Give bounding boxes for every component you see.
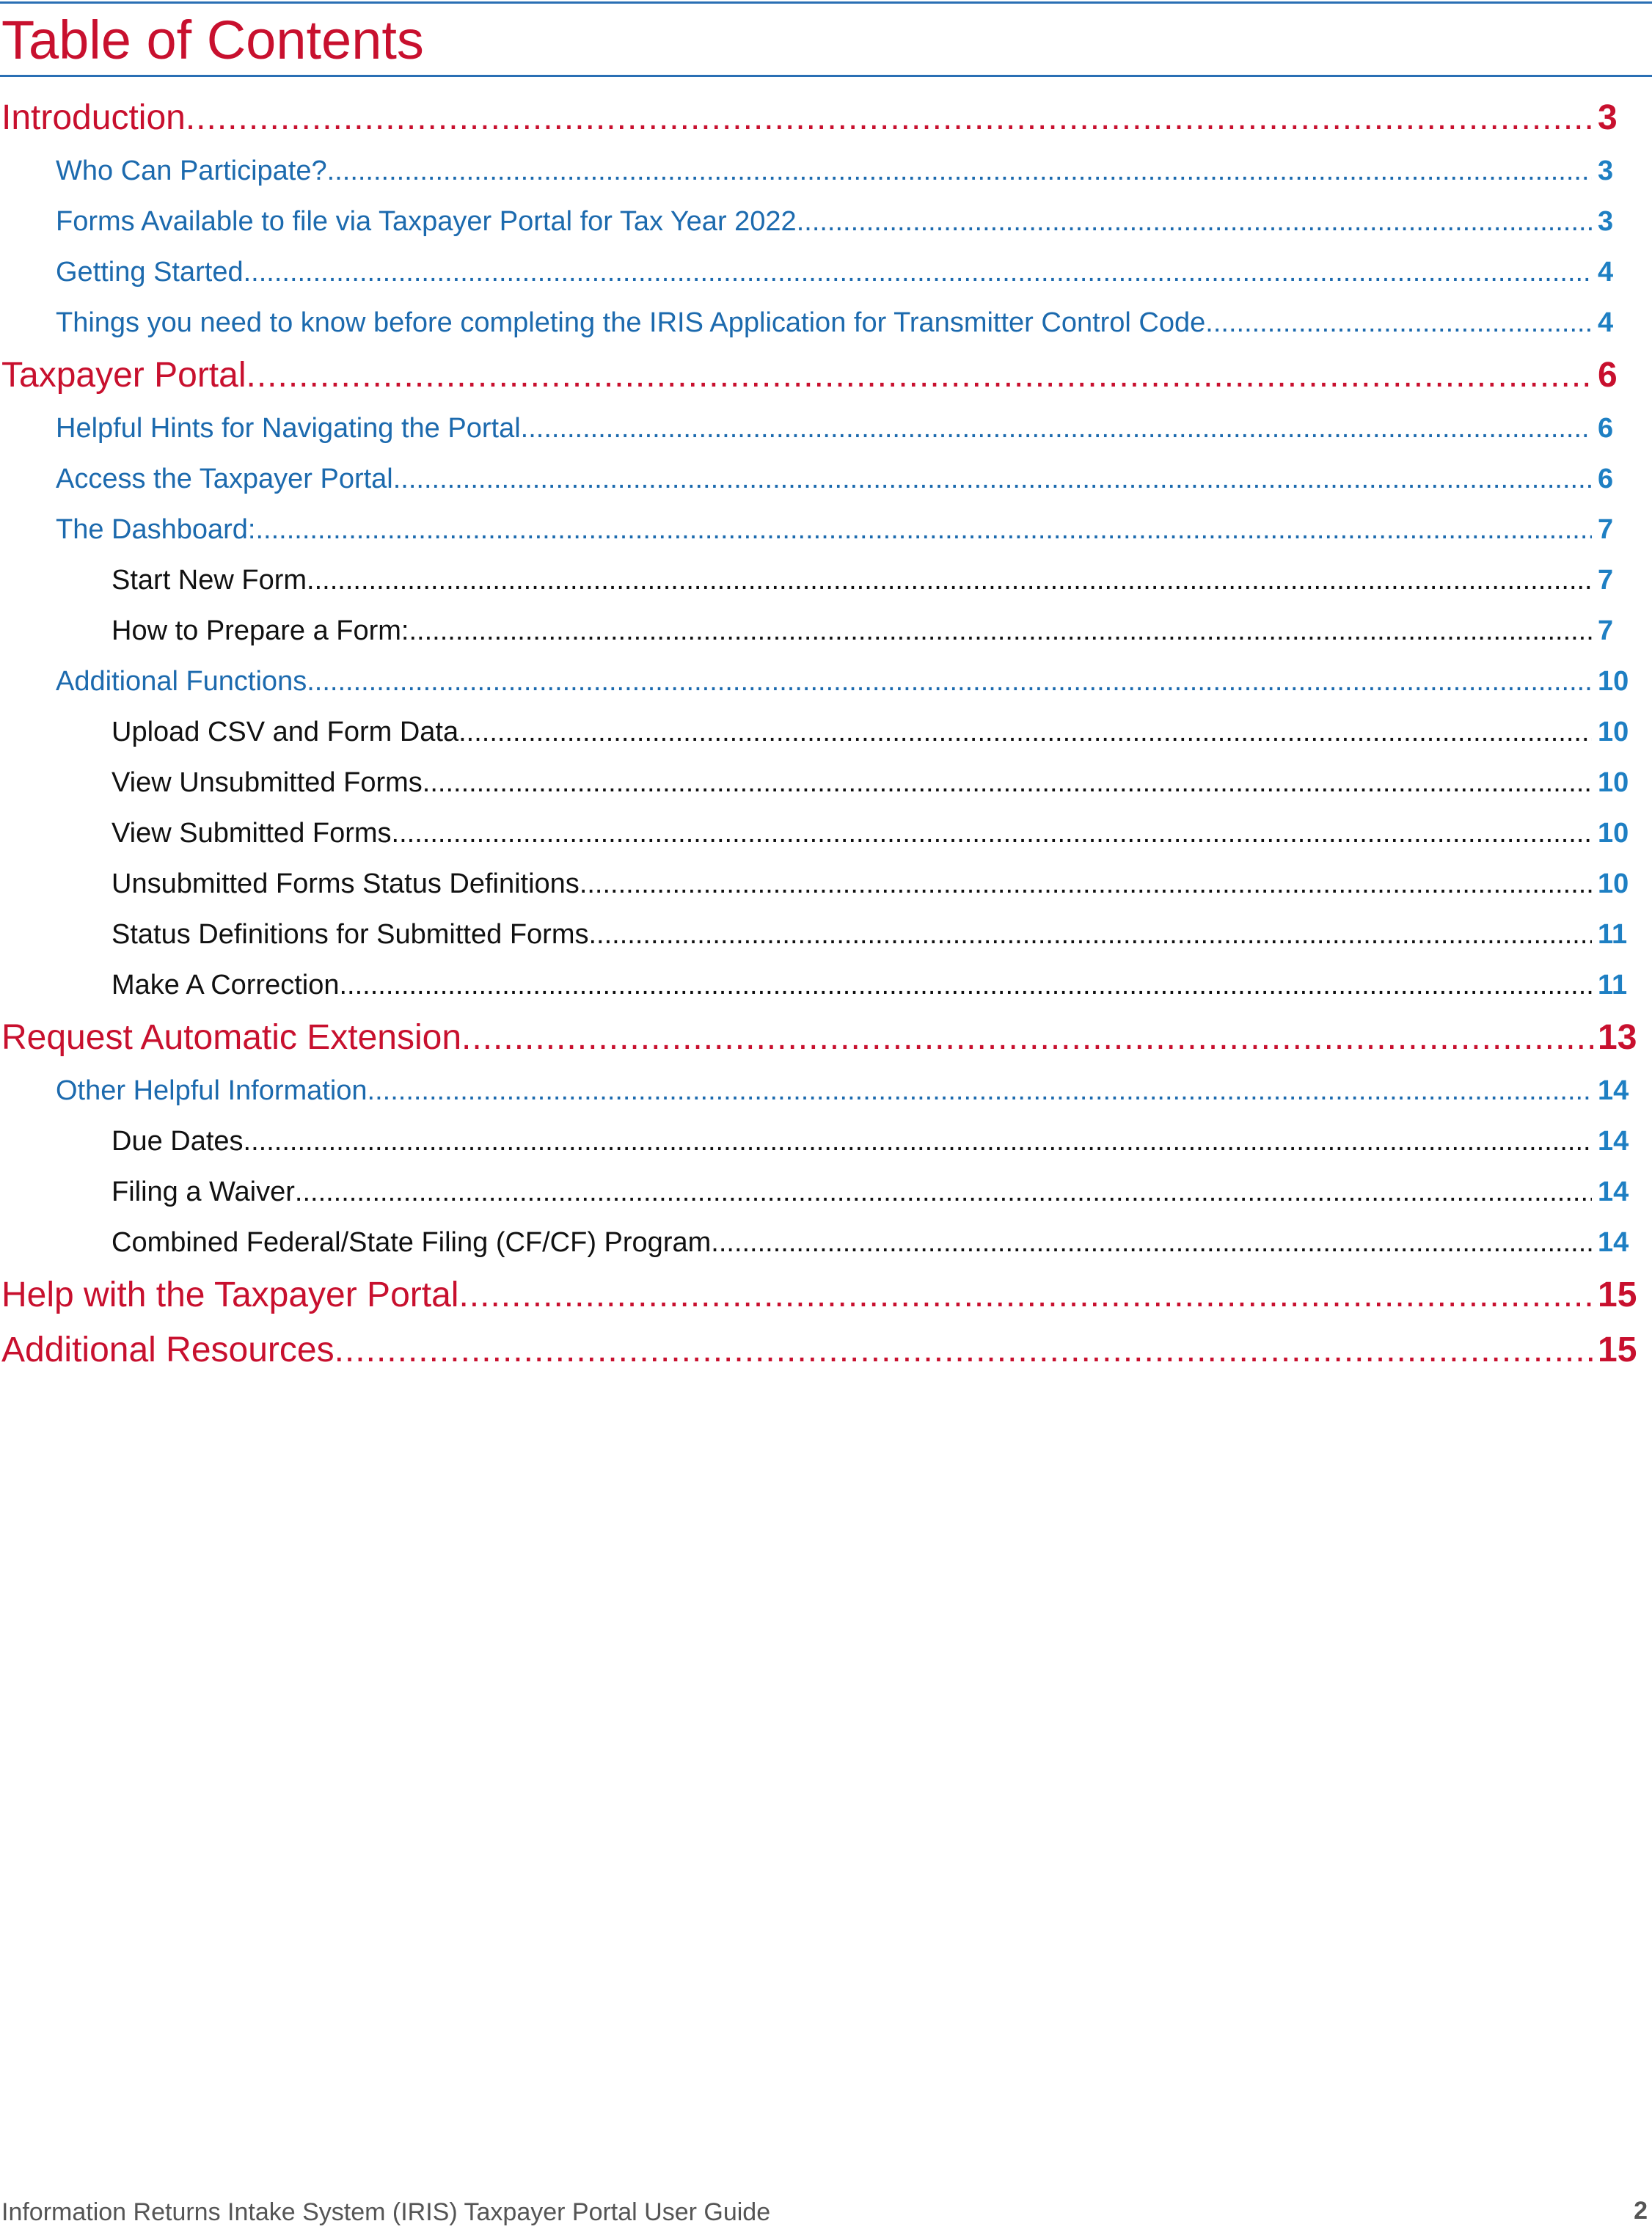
toc-entry-page-number: 10 xyxy=(1598,767,1629,798)
dot-leader xyxy=(244,1119,1592,1164)
toc-entry-page-number: 13 xyxy=(1598,1018,1637,1057)
toc-entry-label: View Submitted Forms xyxy=(112,818,392,849)
title-rule xyxy=(0,75,1652,77)
toc-entry-page-number: 7 xyxy=(1598,514,1614,545)
dot-leader xyxy=(339,962,1592,1008)
toc-entry-label: Filing a Waiver xyxy=(112,1177,295,1207)
toc-entry-label: Start New Form xyxy=(112,565,307,596)
toc-entry-level-3[interactable] xyxy=(0,856,1643,907)
top-rule xyxy=(0,1,1652,4)
toc-entry-label: Other Helpful Information xyxy=(56,1075,368,1106)
toc-entry-page-number: 15 xyxy=(1598,1331,1637,1369)
toc-entry-level-1[interactable] xyxy=(0,1320,1643,1375)
toc-entry-level-2[interactable] xyxy=(0,194,1643,244)
dot-leader xyxy=(393,456,1592,502)
toc-entry-page-number: 3 xyxy=(1598,98,1618,137)
toc-entry-page-number: 10 xyxy=(1598,818,1629,849)
toc-entry-level-2[interactable] xyxy=(0,502,1643,552)
toc-entry-page-number: 14 xyxy=(1598,1126,1629,1157)
toc-entry-page-number: 3 xyxy=(1598,155,1614,186)
toc-entry-label: Who Can Participate? xyxy=(56,155,327,186)
dot-leader xyxy=(458,709,1592,755)
toc-entry-level-2[interactable] xyxy=(0,654,1643,704)
toc-entry-label: Unsubmitted Forms Status Definitions xyxy=(112,868,580,899)
toc-entry-level-2[interactable] xyxy=(0,143,1643,194)
toc-entry-level-3[interactable] xyxy=(0,1164,1643,1215)
toc-entry-page-number: 11 xyxy=(1598,970,1628,1000)
toc-entry-label: Make A Correction xyxy=(112,970,340,1000)
dot-leader xyxy=(580,861,1592,907)
dot-leader xyxy=(256,507,1593,552)
toc-entry-level-2[interactable] xyxy=(0,244,1643,295)
dot-leader xyxy=(521,406,1592,451)
toc-entry-label: Upload CSV and Form Data xyxy=(112,717,459,747)
toc-entry-label: Help with the Taxpayer Portal xyxy=(1,1276,459,1314)
toc-entry-page-number: 14 xyxy=(1598,1227,1629,1258)
toc-entry-label: The Dashboard: xyxy=(56,514,256,545)
toc-entry-label: Things you need to know before completing the IRIS Application for Transmitter Control Code xyxy=(56,307,1206,338)
toc-list xyxy=(0,88,1643,1375)
dot-leader xyxy=(1205,300,1592,345)
toc-entry-page-number: 7 xyxy=(1598,565,1614,596)
toc-entry-label: Request Automatic Extension xyxy=(1,1018,462,1057)
toc-entry-level-1[interactable] xyxy=(0,345,1643,400)
toc-entry-page-number: 10 xyxy=(1598,717,1629,747)
toc-entry-level-3[interactable] xyxy=(0,704,1643,755)
toc-entry-page-number: 3 xyxy=(1598,206,1614,237)
dot-leader xyxy=(368,1068,1592,1113)
toc-entry-label: Taxpayer Portal xyxy=(1,356,246,395)
toc-entry-level-2[interactable] xyxy=(0,1063,1643,1113)
dot-leader xyxy=(335,1325,1593,1375)
dot-leader xyxy=(307,659,1592,704)
dot-leader xyxy=(409,608,1592,654)
dot-leader xyxy=(392,811,1592,856)
toc-entry-level-1[interactable] xyxy=(0,1265,1643,1320)
toc-entry-page-number: 10 xyxy=(1598,868,1629,899)
toc-entry-page-number: 4 xyxy=(1598,257,1614,288)
toc-entry-page-number: 6 xyxy=(1598,464,1614,494)
toc-entry-label: Getting Started xyxy=(56,257,244,288)
toc-entry-label: View Unsubmitted Forms xyxy=(112,767,423,798)
footer-document-title: Information Returns Intake System (IRIS) Taxpayer Portal User Guide xyxy=(1,2198,771,2226)
toc-entry-level-2[interactable] xyxy=(0,295,1643,345)
toc-entry-label: Helpful Hints for Navigating the Portal xyxy=(56,413,521,444)
toc-entry-label: Status Definitions for Submitted Forms xyxy=(112,919,589,950)
dot-leader xyxy=(186,93,1593,143)
toc-entry-label: Due Dates xyxy=(112,1126,244,1157)
toc-entry-level-3[interactable] xyxy=(0,805,1643,856)
toc-entry-level-2[interactable] xyxy=(0,400,1643,451)
toc-entry-level-3[interactable] xyxy=(0,1215,1643,1265)
toc-entry-page-number: 14 xyxy=(1598,1177,1629,1207)
dot-leader xyxy=(244,249,1592,295)
toc-entry-level-3[interactable] xyxy=(0,603,1643,654)
dot-leader xyxy=(461,1013,1593,1063)
toc-entry-level-1[interactable] xyxy=(0,88,1643,143)
toc-entry-label: Introduction xyxy=(1,98,186,137)
dot-leader xyxy=(327,148,1592,194)
dot-leader xyxy=(458,1270,1593,1320)
dot-leader xyxy=(423,760,1592,805)
toc-entry-label: Additional Resources xyxy=(1,1331,335,1369)
toc-entry-page-number: 6 xyxy=(1598,413,1614,444)
toc-entry-page-number: 6 xyxy=(1598,356,1618,395)
toc-entry-label: Access the Taxpayer Portal xyxy=(56,464,393,494)
toc-entry-page-number: 15 xyxy=(1598,1276,1637,1314)
toc-entry-label: Forms Available to file via Taxpayer Portal for Tax Year 2022 xyxy=(56,206,797,237)
dot-leader xyxy=(588,912,1592,957)
toc-entry-level-3[interactable] xyxy=(0,552,1643,603)
toc-entry-label: Additional Functions xyxy=(56,666,307,697)
toc-entry-level-3[interactable] xyxy=(0,1113,1643,1164)
toc-entry-level-3[interactable] xyxy=(0,907,1643,957)
dot-leader xyxy=(797,199,1592,244)
toc-entry-level-3[interactable] xyxy=(0,755,1643,805)
toc-entry-page-number: 4 xyxy=(1598,307,1614,338)
toc-entry-page-number: 7 xyxy=(1598,615,1614,646)
toc-entry-label: How to Prepare a Form: xyxy=(112,615,409,646)
toc-entry-level-2[interactable] xyxy=(0,451,1643,502)
toc-entry-label: Combined Federal/State Filing (CF/CF) Program xyxy=(112,1227,712,1258)
dot-leader xyxy=(307,557,1592,603)
dot-leader xyxy=(711,1220,1592,1265)
dot-leader xyxy=(246,351,1594,400)
dot-leader xyxy=(295,1169,1592,1215)
footer-page-number: 2 xyxy=(1634,2197,1648,2225)
toc-entry-level-1[interactable] xyxy=(0,1008,1643,1063)
page-title: Table of Contents xyxy=(1,10,424,70)
toc-entry-page-number: 10 xyxy=(1598,666,1629,697)
toc-entry-page-number: 14 xyxy=(1598,1075,1629,1106)
toc-entry-level-3[interactable] xyxy=(0,957,1643,1008)
toc-entry-page-number: 11 xyxy=(1598,919,1628,950)
